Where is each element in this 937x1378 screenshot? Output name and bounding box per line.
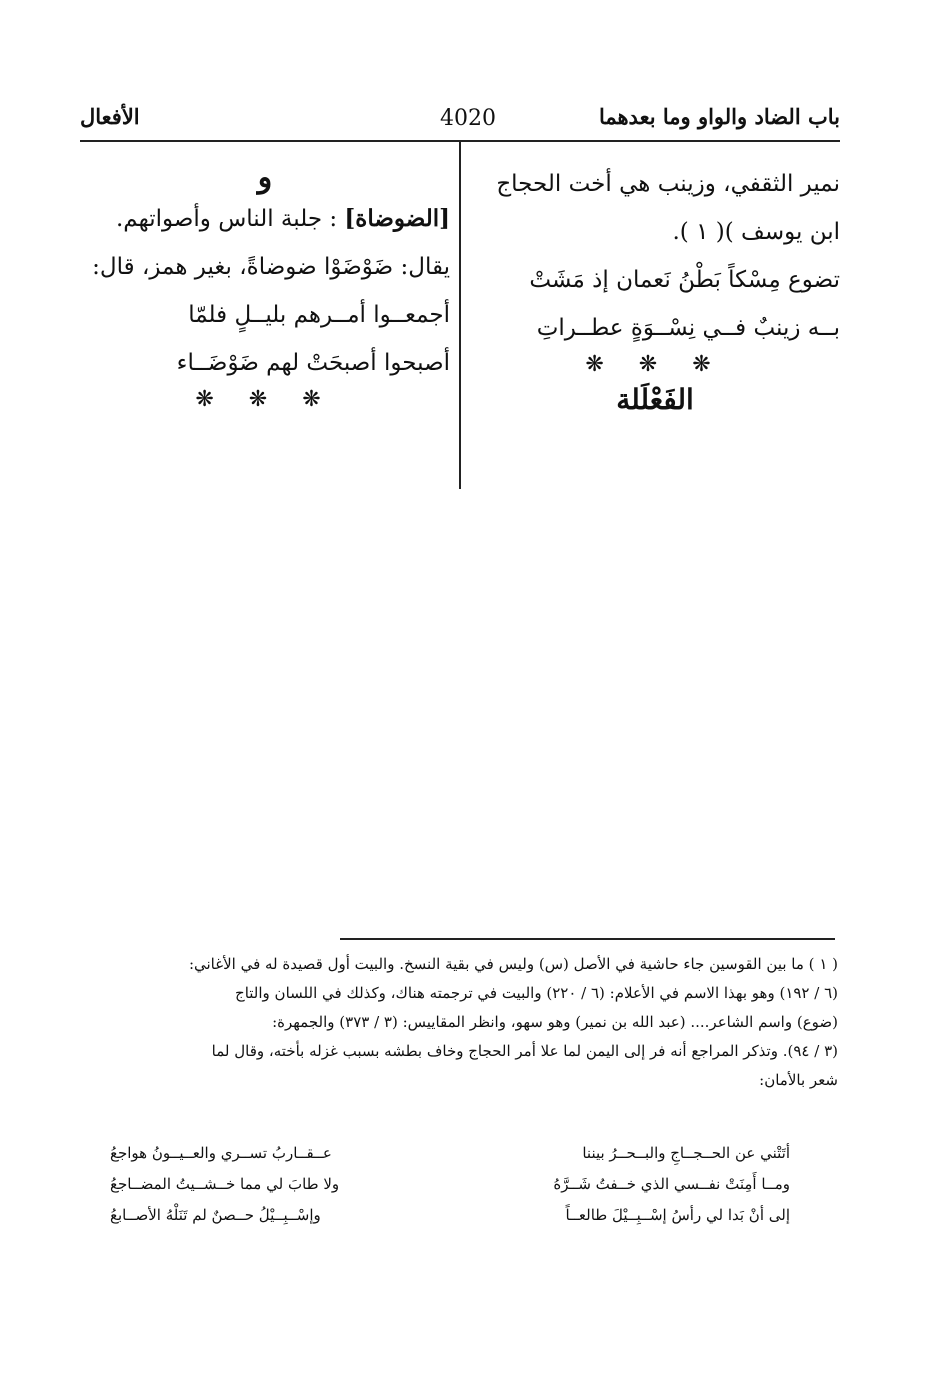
right-column	[470, 160, 840, 416]
footnote-line: (٦ / ١٩٢) وهو بهذا الاسم في الأعلام: (٦ / ٢٢٠) والبيت في ترجمته هناك، وكذلك في اللسان والتاج	[235, 984, 838, 1002]
verse-first-half: ومــا أَمِنَتْ نفــسي الذي خــفتُ شَــرَّهُ	[553, 1175, 790, 1193]
footnote-rule	[340, 938, 835, 940]
text-line: ابن يوسف )( ١ ).	[672, 219, 840, 245]
footnote	[80, 950, 838, 1095]
verse-line: تضوع مِسْكاً بَطْنُ نَعمان إذ مَشَتْ	[529, 267, 840, 293]
verse-second-half: وإسْــبِــيْلُ حــصنٌ لم تَنَلْهُ الأصــابعُ	[110, 1206, 321, 1224]
section-title: الأفعال	[80, 104, 140, 129]
section-separator-stars: ❋ ❋ ❋	[585, 352, 725, 377]
footnote-line: (٣ / ٩٤). وتذكر المراجع أنه فر إلى اليمن لما علا أمر الحجاج وخاف بطشه بسبب غزله بأخته، وقال لما	[211, 1042, 838, 1060]
entry-definition: : جلبة الناس وأصواتهم.	[115, 206, 338, 232]
entry-line	[80, 195, 450, 243]
verse-row	[110, 1138, 790, 1169]
footnote-line: (ضوع) واسم الشاعر.... (عبد الله بن نمير) وهو سهو، وانظر المقاييس: (٣ / ٣٧٣) والجمهرة:	[272, 1013, 838, 1031]
verse-row	[110, 1200, 790, 1231]
verse-line: أصبحوا أصبحَتْ لهم ضَوْضَــاء	[176, 350, 450, 376]
text-line: يقال: ضَوْضَوْا ضوضاةً، بغير همز، قال:	[92, 254, 450, 280]
verse-second-half: ولا طابَ لي مما خــشــيتُ المضــاجعُ	[110, 1175, 340, 1193]
verse-first-half: إلى أنْ بَدا لي رأسُ إسْــبِــيْلَ طالعــاً	[565, 1206, 790, 1224]
verse-row	[110, 1169, 790, 1200]
verse-line: أجمعــوا أمــرهم بليــلٍ فلمّا	[188, 302, 450, 328]
letter-heading: و	[257, 160, 273, 195]
page-number: 4020	[440, 106, 496, 131]
entry-term: [الضوضاة]	[344, 205, 450, 232]
left-column	[80, 160, 450, 412]
footnote-line: ( ١ ) ما بين القوسين جاء حاشية في الأصل (س) وليس في بقية النسخ. والبيت أول قصيدة له في الأغاني:	[188, 955, 838, 973]
section-separator-stars: ❋ ❋ ❋	[195, 387, 335, 412]
chapter-title: باب الضاد والواو وما بعدهما	[598, 104, 840, 129]
section-heading: الفَعْلَلة	[616, 383, 694, 416]
footnote-line: شعر بالأمان:	[759, 1071, 838, 1089]
verse-first-half: أتَتْني عن الحــجــاجِ والبــحــرُ بيننا	[582, 1144, 790, 1162]
verse-second-half: عــقــاربُ تســري والعــيــونُ هواجعُ	[110, 1144, 332, 1162]
verse-line: بــه زينبٌ فــي نِسْــوَةٍ عطــراتِ	[536, 315, 840, 341]
column-divider	[459, 142, 461, 489]
footnote-verses	[110, 1138, 790, 1231]
running-header	[80, 100, 840, 140]
text-line: نمير الثقفي، وزينب هي أخت الحجاج	[496, 171, 840, 197]
